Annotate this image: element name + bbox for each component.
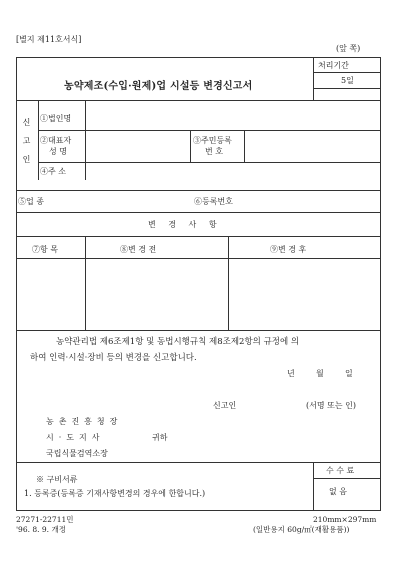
footer-revision: '96. 8. 9. 개정	[16, 525, 66, 534]
col-before-header: ⑧변 경 전	[120, 245, 157, 254]
registration-no-label: ⑥등록번호	[194, 197, 233, 206]
change-before-field[interactable]	[88, 261, 225, 327]
form-title: 농약제조(수입·원제)업 시설등 변경신고서	[64, 81, 253, 92]
resident-no-label-1: ③주민등록	[193, 136, 232, 145]
change-item-field[interactable]	[18, 261, 82, 327]
registration-no-field[interactable]	[246, 193, 378, 209]
address-field[interactable]	[87, 164, 377, 178]
recipient-line-3: 국립식물검역소장	[46, 449, 108, 458]
signer-label: 신고인	[213, 401, 237, 410]
col-after-header: ⑨변 경 후	[270, 245, 307, 254]
date-day: 일	[345, 369, 353, 378]
footer-code: 27271-22711민	[16, 515, 74, 524]
statement-line-1: 농약관리법 제6조제1항 및 동법시행규칙 제8조제2항의 규정에 의	[56, 337, 300, 347]
recipient-line-1: 농촌진흥청장	[46, 417, 123, 426]
rep-name-field[interactable]	[87, 133, 187, 159]
change-after-field[interactable]	[231, 261, 378, 327]
required-docs-header: ※ 구비서류	[36, 475, 78, 484]
date-month: 월	[316, 369, 324, 378]
resident-no-label-2: 번 호	[205, 147, 223, 156]
footer-paper-spec: (일반용지 60g/㎡(재활용품))	[253, 525, 350, 534]
change-section-header: 변 경 사 항	[148, 220, 222, 229]
fee-label: 수 수 료	[326, 466, 355, 475]
rep-name-label-2: 성 명	[49, 147, 67, 156]
date-year: 년	[287, 369, 295, 378]
business-type-field[interactable]	[87, 193, 187, 209]
corp-name-label: ①법인명	[40, 114, 72, 123]
recipient-honorific: 귀하	[152, 433, 168, 442]
processing-period-value: 5일	[341, 76, 354, 85]
fee-value: 없 음	[329, 487, 347, 496]
rep-name-label-1: ②대표자	[40, 136, 72, 145]
side-label: (앞 쪽)	[336, 44, 361, 53]
corp-name-field[interactable]	[87, 103, 377, 128]
signature-hint: (서명 또는 인)	[306, 401, 356, 410]
col-item-header: ⑦항 목	[32, 245, 58, 254]
form-number: [별지 제11호서식]	[16, 35, 82, 44]
applicant-label: 신 고 인	[22, 118, 31, 168]
footer-paper-size: 210mm×297mm	[313, 515, 377, 524]
recipient-line-2: 시·도지사	[46, 433, 105, 442]
address-label: ④주 소	[40, 167, 66, 176]
processing-period-label: 처리기간	[318, 61, 349, 70]
required-doc-item-1: 1. 등록증(등록증 기재사항변경의 경우에 한합니다.)	[24, 489, 206, 498]
business-type-label: ⑤업 종	[18, 197, 44, 206]
resident-no-field[interactable]	[246, 133, 378, 159]
statement-line-2: 하여 인력·시설·장비 등의 변경을 신고합니다.	[30, 353, 197, 363]
